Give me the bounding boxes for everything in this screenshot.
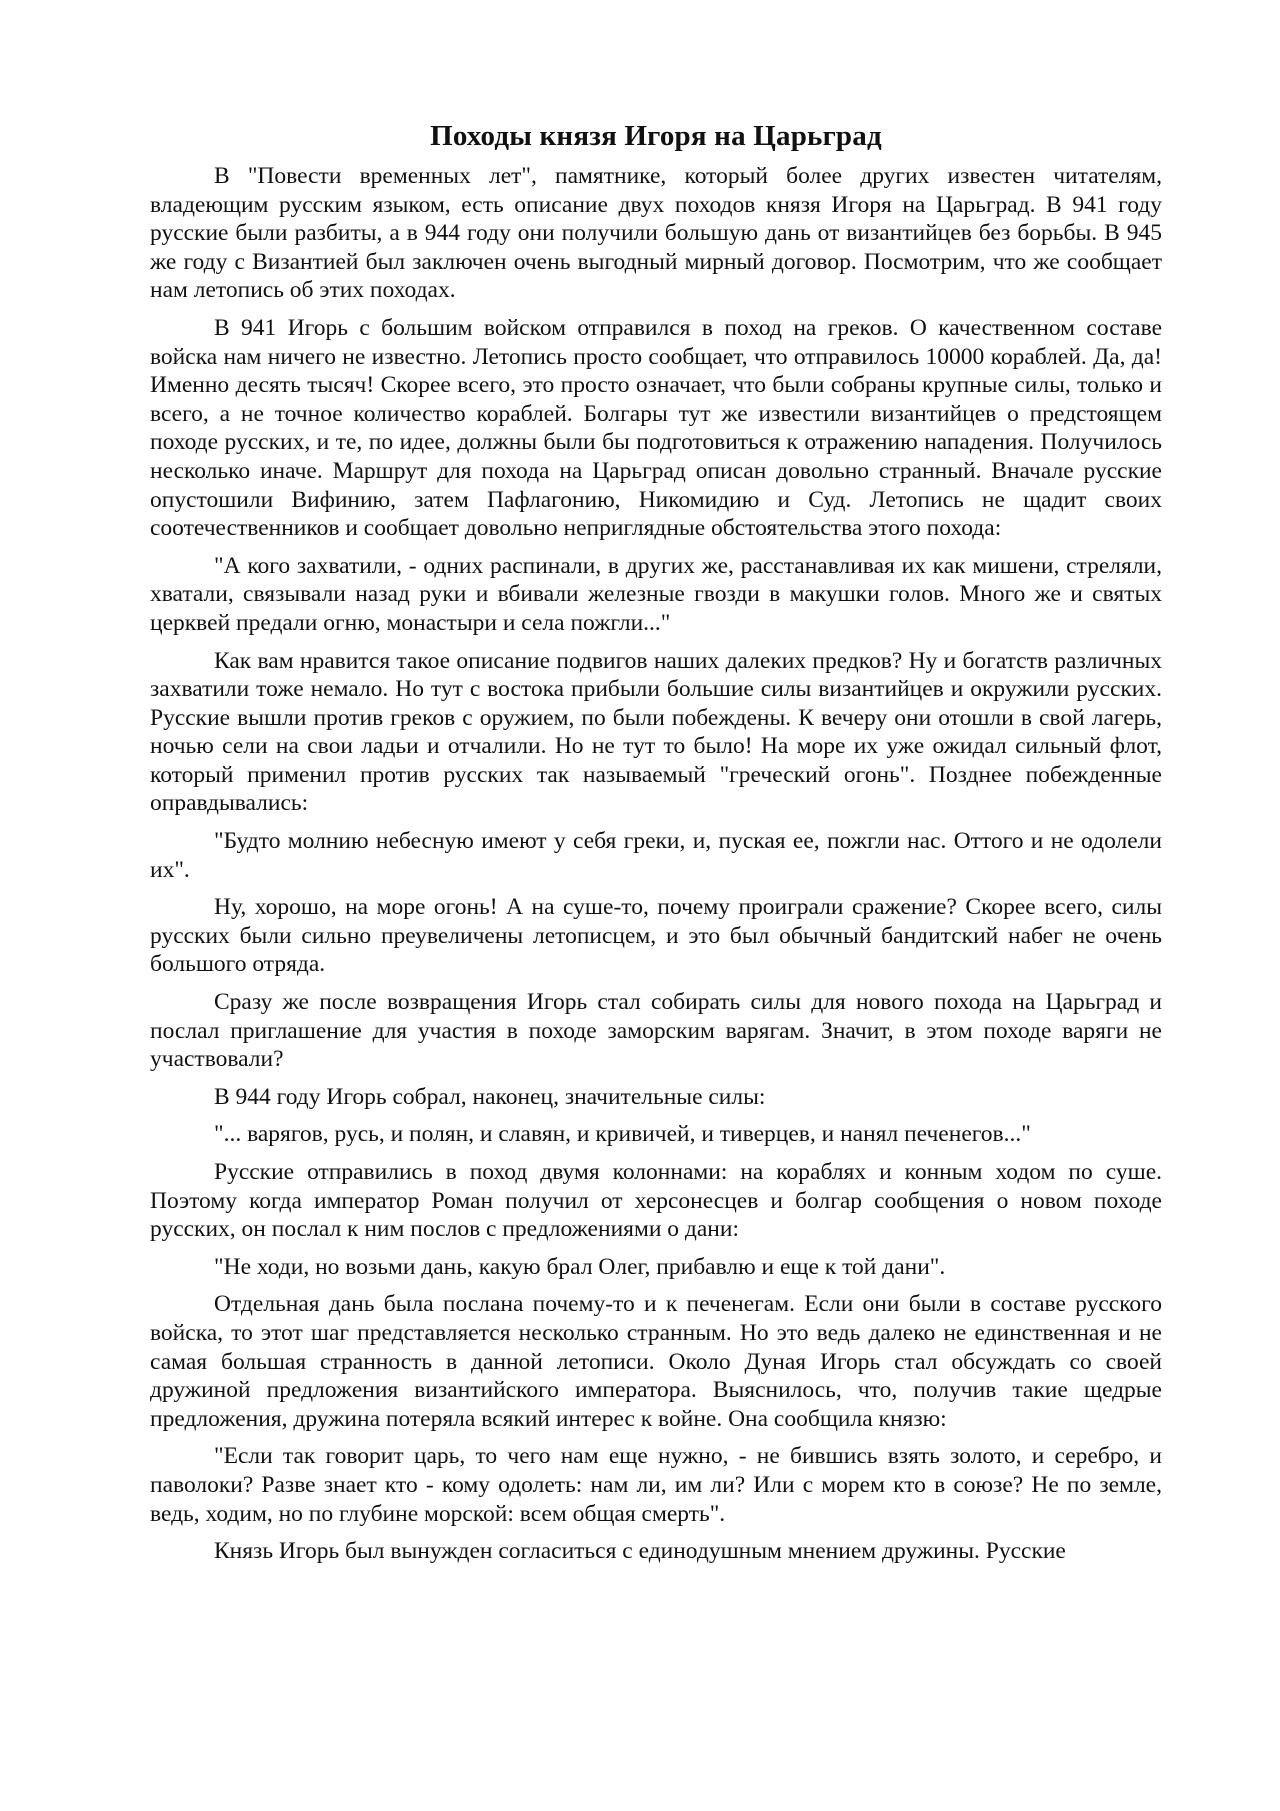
paragraph-5: Сразу же после возвращения Игорь стал собирать силы для нового похода на Царьград и послал приглашение для участия в походе заморским варягам. Значит, в этом походе варяги не участвовали? (150, 989, 1162, 1073)
paragraph-9: Князь Игорь был вынужден согласиться с единодушным мнением дружины. Русские (214, 1538, 1066, 1565)
paragraph-2: В 941 Игорь с большим войском отправился в поход на греков. О качественном составе войска нам ничего не известно. Летопись просто сообщает, что отправилось 10000 кораблей. Да, да! Именно десять тысяч! Скорее всего, это просто означает, что были собраны крупные силы, только и всего, а не точное количество кораблей. Болгары тут же известили византийцев о предстоящем походе русских, и те, по идее, должны были бы подготовиться к отражению нападения. Получилось несколько иначе. Маршрут для похода на Царьград описан довольно странный. Вначале русские опустошили Вифинию, затем Пафлагонию, Никомидию и Суд. Летопись не щадит своих соотечественников и сообщает довольно неприглядные обстоятельства этого похода: (150, 314, 1162, 542)
document-page (150, 118, 1162, 1566)
paragraph-6: В 944 году Игорь собрал, наконец, значительные силы: (214, 1083, 766, 1110)
quote-3: "... варягов, русь, и полян, и славян, и кривичей, и тиверцев, и нанял печенегов..." (214, 1121, 1031, 1148)
paragraph-4: Ну, хорошо, на море огонь! А на суше-то, почему проиграли сражение? Скорее всего, силы русских были сильно преувеличены летописцем, и это был обычный бандитский набег не очень большого отряда. (150, 894, 1162, 978)
quote-4: "Не ходи, но возьми дань, какую брал Олег, прибавлю и еще к той дани". (214, 1253, 946, 1280)
paragraph-8: Отдельная дань была послана почему-то и к печенегам. Если они были в составе русского войска, то этот шаг представляется несколько странным. Но это ведь далеко не единственная и не самая большая странность в данной летописи. Около Дуная Игорь стал обсуждать со своей дружиной предложения византийского императора. Выяснилось, что, получив такие щедрые предложения, дружина потеряла всякий интерес к войне. Она сообщила князю: (150, 1291, 1162, 1432)
quote-5: "Если так говорит царь, то чего нам еще нужно, - не бившись взять золото, и серебро, и паволоки? Разве знает кто - кому одолеть: нам ли, им ли? Или с морем кто в союзе? Не по земле, ведь, ходим, но по глубине морской: всем общая смерть". (150, 1443, 1162, 1527)
paragraph-1: В "Повести временных лет", памятнике, который более других известен читателям, владеющим русским языком, есть описание двух походов князя Игоря на Царьград. В 941 году русские были разбиты, а в 944 году они получили большую дань от византийцев без борьбы. В 945 же году с Византией был заключен очень выгодный мирный договор. Посмотрим, что же сообщает нам летопись об этих походах. (150, 163, 1162, 304)
quote-1: "А кого захватили, - одних распинали, в других же, расстанавливая их как мишени, стреляли, хватали, связывали назад руки и вбивали железные гвозди в макушки голов. Много же и святых церквей предали огню, монастыри и села пожгли..." (150, 552, 1162, 636)
page-title: Походы князя Игоря на Царьград (430, 120, 882, 152)
quote-2: "Будто молнию небесную имеют у себя греки, и, пуская ее, пожгли нас. Оттого и не одолели их". (150, 828, 1162, 883)
paragraph-3: Как вам нравится такое описание подвигов наших далеких предков? Ну и богатств различных захватили тоже немало. Но тут с востока прибыли большие силы византийцев и окружили русских. Русские вышли против греков с оружием, по были побеждены. К вечеру они отошли в свой лагерь, ночью сели на свои ладьи и отчалили. Но не тут то было! На море их уже ожидал сильный флот, который применил против русских так называемый "греческий огонь". Позднее побежденные оправдывались: (150, 647, 1162, 817)
paragraph-7: Русские отправились в поход двумя колоннами: на кораблях и конным ходом по суше. Поэтому когда император Роман получил от херсонесцев и болгар сообщения о новом походе русских, он послал к ним послов с предложениями о дани: (150, 1159, 1162, 1243)
